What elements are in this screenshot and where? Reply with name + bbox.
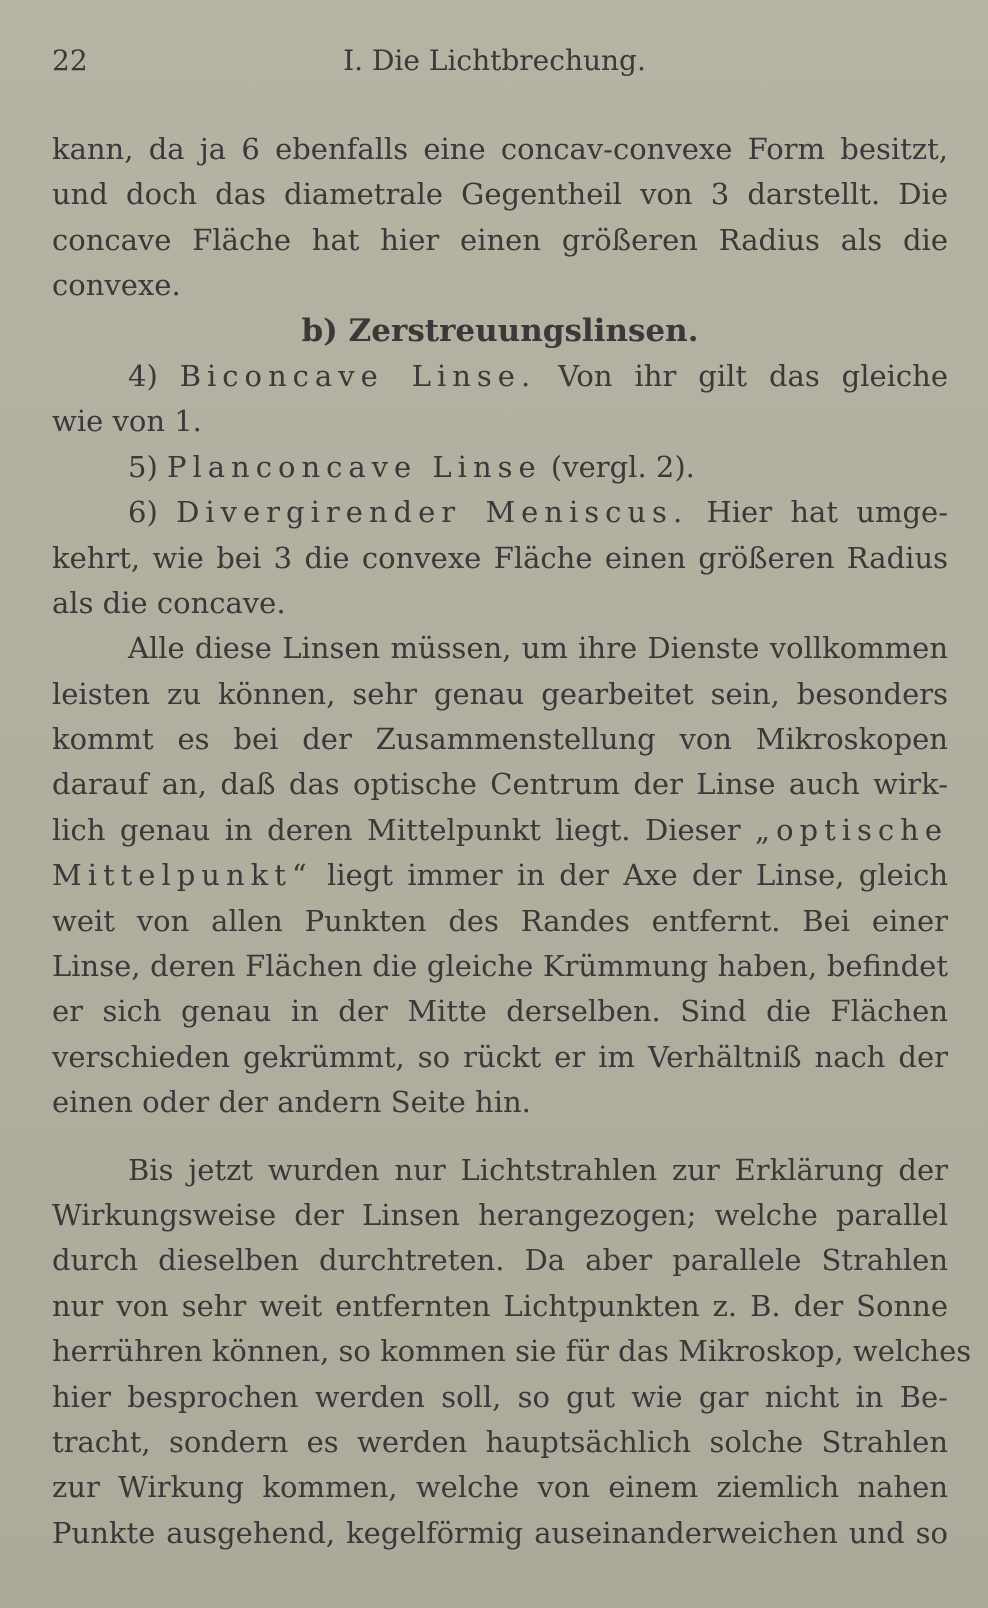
text-line: und doch das diametrale Gegentheil von 3 darstellt. Die [52,177,948,212]
text-line: herrühren können, so kommen sie für das Mikroskop, welches [52,1334,972,1369]
text-line: concave Fläche hat hier einen größeren Radius als die [52,222,948,257]
item-number: 5) [128,449,158,484]
list-item-4 [52,354,948,399]
running-head: I. Die Lichtbrechung. [343,44,646,77]
text-line: zur Wirkung kommen, welche von einem ziemlich nahen [52,1470,948,1505]
text-line: durch dieselben durchtreten. Da aber parallele Strahlen [52,1243,948,1278]
text-line: weit von allen Punkten des Randes entfernt. Bei einer [52,903,948,938]
text-line: einen oder der andern Seite hin. [52,1085,531,1120]
lens-term: Planconcave Linse [166,449,542,484]
line-text: liegt immer in der Axe der Linse, gleich [327,858,949,893]
list-item-5 [52,445,948,490]
text-line: Wirkungsweise der Linsen herangezogen; welche parallel [52,1197,948,1232]
text-line: Punkte ausgehend, kegelförmig auseinanderweichen und so [52,1515,948,1550]
line-text: lich genau in deren Mittelpunkt liegt. Dieser [52,812,741,847]
text-line: wie von 1. [52,404,202,439]
item-number: 4) [128,358,158,393]
item-text: Hier hat umge- [706,495,949,530]
item-number: 6) [128,495,158,530]
text-line: hier besprochen werden soll, so gut wie gar nicht in Be- [52,1379,948,1414]
lens-term: Biconcave Linse. [179,358,537,393]
emphasized-term: „optische [755,812,948,847]
text-line: Alle diese Linsen müssen, um ihre Dienste vollkommen [128,631,948,666]
list-item-6 [52,490,948,535]
text-line: er sich genau in der Mitte derselben. Sind die Flächen [52,994,948,1029]
text-line [52,853,948,898]
text-line [52,808,948,853]
text-line: als die concave. [52,585,286,620]
section-heading: b) Zerstreuungslinsen. [301,312,699,349]
paragraph-gap [52,1126,948,1148]
text-line: convexe. [52,268,181,303]
text-line: kommt es bei der Zusammenstellung von Mikroskopen [52,722,948,757]
text-line: Bis jetzt wurden nur Lichtstrahlen zur Erklärung der [128,1152,948,1187]
page-body [52,127,972,1556]
text-line: kehrt, wie bei 3 die convexe Fläche einen größeren Radius [52,540,948,575]
text-line: kann, da ja 6 ebenfalls eine concav-convexe Form besitzt, [52,132,948,166]
item-text: (vergl. 2). [550,449,695,484]
item-text: Von ihr gilt das gleiche [558,358,949,393]
text-line: Linse, deren Flächen die gleiche Krümmung haben, befindet [52,949,948,984]
text-line: nur von sehr weit entfernten Lichtpunkten z. B. der Sonne [52,1288,948,1323]
page-number: 22 [52,44,88,77]
lens-term: Divergirender Meniscus. [176,495,689,530]
text-line: darauf an, daß das optische Centrum der Linse auch wirk- [52,767,948,802]
text-line: leisten zu können, sehr genau gearbeitet sein, besonders [52,676,948,711]
page-header [52,40,937,82]
text-line: verschieden gekrümmt, so rückt er im Verhältniß nach der [52,1039,948,1074]
text-line: tracht, sondern es werden hauptsächlich solche Strahlen [52,1424,948,1459]
emphasized-term: Mittelpunkt“ [52,858,313,893]
